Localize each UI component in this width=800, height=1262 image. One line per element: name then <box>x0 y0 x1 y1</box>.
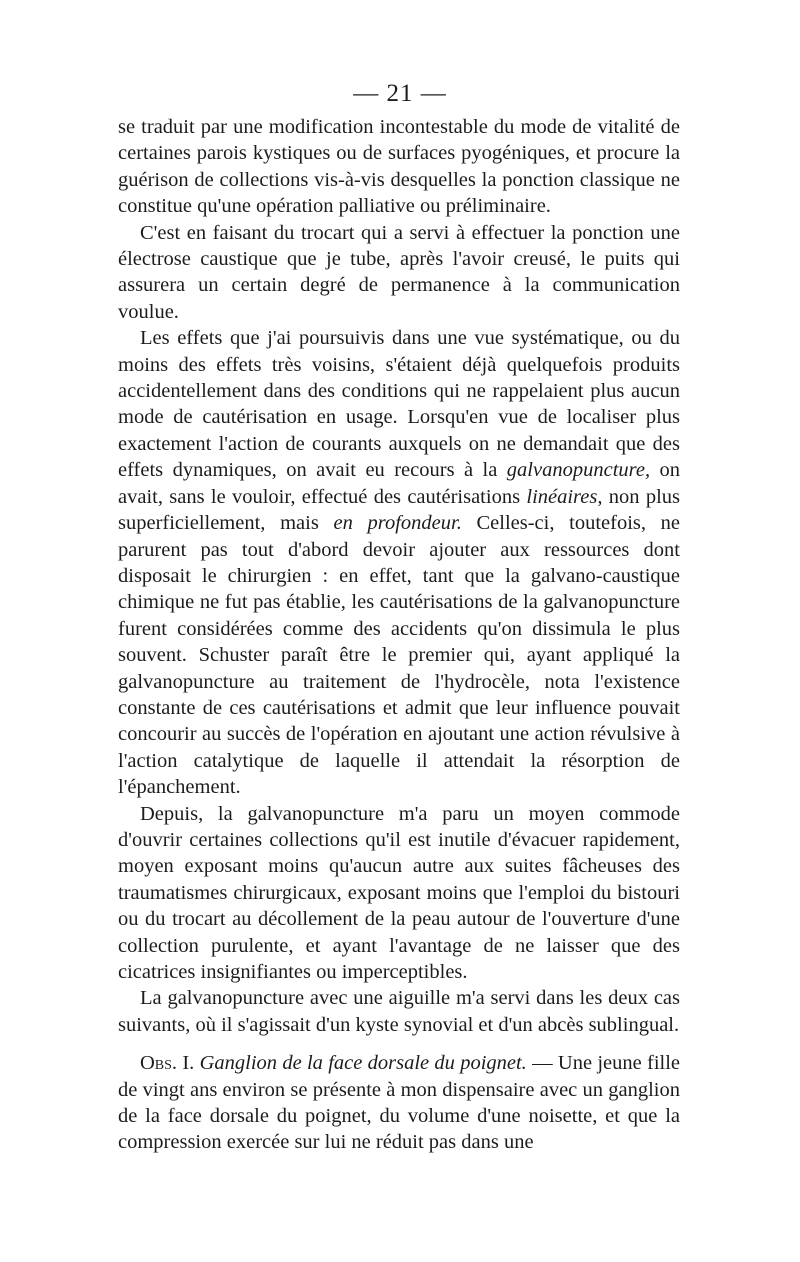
italic-lineaires: linéaires, <box>526 485 603 508</box>
paragraph-continued: se traduit par une modification incontestable du mode de vitalité de certaines parois kystiques ou de surfaces pyogéniques, et procure la guérison de collections vis-à-vis desquelles la ponction classique ne constitue qu'une opération palliative ou préliminaire. <box>118 116 680 218</box>
paragraph-effets-text-1: Les effets que j'ai poursuivis dans une vue systématique, ou du moins des effets très voisins, s'étaient déjà quelquefois produits accidentellement dans des conditions qui ne rappelaient plus aucun mode de cautérisation en usage. Lorsqu'en vue de localiser plus exactement l'action de courants auxquels on ne demandait que des effets dynamiques, on avait eu recours à la <box>118 327 680 482</box>
observation-text: — Une jeune fille de vingt ans environ se présente à mon dispensaire avec un ganglion de la face dorsale du poignet, du volume d'une noisette, et que la compression exercée sur lui ne réduit pas dans une <box>118 1052 681 1154</box>
paragraph-cas-suivants: La galvanopuncture avec une aiguille m'a servi dans les deux cas suivants, où il s'agissait d'un kyste synovial et d'un abcès sublingual. <box>118 987 680 1036</box>
paragraph-effets-text-3: non plus superficiellement, mais <box>118 485 681 535</box>
observation-title: Ganglion de la face dorsale du poignet. <box>199 1052 527 1075</box>
italic-en-profondeur: en profondeur. <box>333 512 462 535</box>
observation-paragraph <box>118 1050 680 1156</box>
paragraph-effets-text-2: on avait, sans le vouloir, effectué des cautérisations <box>118 459 681 508</box>
paragraph-effets-text-4: Celles-ci, toutefois, ne parurent pas tout d'abord devoir ajouter aux ressources dont disposait le chirurgien : en effet, tant que la galvano-caustique chimique ne fut pas établie, les cautérisations de la galvanopuncture furent considérées comme des accidents qu'on dissimula le plus souvent. Schuster paraît être le premier qui, ayant appliqué la galvanopuncture au traitement de l'hydrocèle, nota l'existence constante de ces cautérisations et admit que leur influence pouvait concourir au succès de l'opération en ajoutant une action révulsive à l'action catalytique de laquelle il attendait la résorption de l'épanchement. <box>118 512 680 799</box>
observation-label: Obs. I. <box>140 1052 195 1075</box>
paragraph-depuis: Depuis, la galvanopuncture m'a paru un moyen commode d'ouvrir certaines collections qu'il est inutile d'évacuer rapidement, moyen exposant moins qu'aucun autre aux suites fâcheuses des traumatismes chirurgicaux, exposant moins que l'emploi du bistouri ou du trocart au décollement de la peau autour de l'ouverture d'une collection purulente, et ayant l'avantage de ne laisser que des cicatrices insignifiantes ou imperceptibles. <box>118 802 680 983</box>
page-number: — 21 — <box>353 80 447 107</box>
body-text <box>118 114 680 1156</box>
paragraph-trocart: C'est en faisant du trocart qui a servi à effectuer la ponction une électrose caustique que je tube, après l'avoir creusé, le puits qui assurera un certain degré de permanence à la communication voulue. <box>118 221 680 323</box>
italic-galvanopuncture: galvanopuncture, <box>506 459 651 482</box>
paragraph-effets <box>118 325 680 800</box>
